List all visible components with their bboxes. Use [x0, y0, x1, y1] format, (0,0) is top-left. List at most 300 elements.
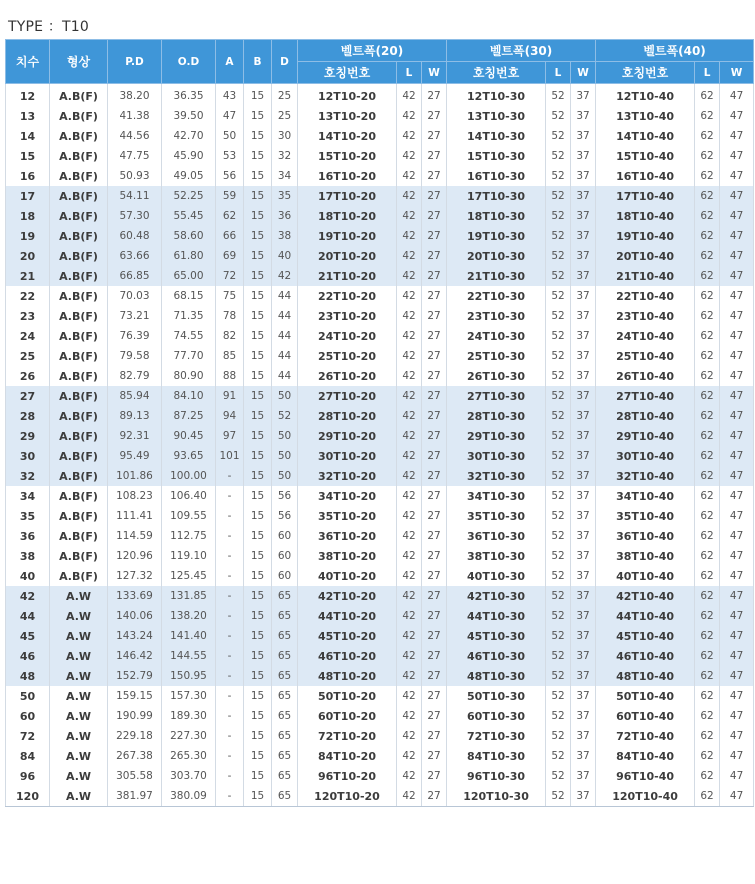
table-cell: 62 — [695, 506, 720, 526]
table-cell: 37 — [571, 566, 596, 586]
table-cell: 89.13 — [108, 406, 162, 426]
table-cell: 62 — [695, 486, 720, 506]
table-cell: 19T10-40 — [596, 226, 695, 246]
header-code-40: 호칭번호 — [596, 62, 695, 84]
table-cell: 52 — [546, 486, 571, 506]
table-cell: 26T10-30 — [447, 366, 546, 386]
table-cell: 94 — [216, 406, 244, 426]
table-cell: 47 — [720, 286, 754, 306]
table-cell: 16T10-20 — [298, 166, 397, 186]
table-cell: 60 — [272, 546, 298, 566]
table-cell: 37 — [571, 546, 596, 566]
table-cell: 42 — [397, 466, 422, 486]
table-cell: 29T10-20 — [298, 426, 397, 446]
table-cell: 190.99 — [108, 706, 162, 726]
table-cell: 50T10-20 — [298, 686, 397, 706]
table-cell: 96T10-20 — [298, 766, 397, 786]
table-cell: 42 — [6, 586, 50, 606]
table-cell: 37 — [571, 706, 596, 726]
table-cell: 52 — [546, 786, 571, 807]
table-row — [6, 466, 754, 486]
table-cell: 17T10-20 — [298, 186, 397, 206]
table-cell: 52 — [546, 84, 571, 107]
table-cell: 60 — [272, 566, 298, 586]
table-cell: 42 — [397, 746, 422, 766]
table-cell: 52 — [546, 226, 571, 246]
table-cell: 24 — [6, 326, 50, 346]
table-cell: 62 — [695, 526, 720, 546]
table-row — [6, 106, 754, 126]
table-cell: 27 — [422, 586, 447, 606]
table-row — [6, 166, 754, 186]
table-cell: 27 — [422, 466, 447, 486]
table-row — [6, 706, 754, 726]
table-cell: 47 — [720, 246, 754, 266]
table-row — [6, 126, 754, 146]
table-cell: 15 — [244, 246, 272, 266]
table-cell: 87.25 — [162, 406, 216, 426]
table-cell: 60 — [272, 526, 298, 546]
table-cell: 62 — [695, 546, 720, 566]
table-cell: 30 — [6, 446, 50, 466]
table-cell: 42 — [397, 566, 422, 586]
table-cell: 20T10-40 — [596, 246, 695, 266]
table-cell: 15 — [244, 406, 272, 426]
table-cell: 34 — [272, 166, 298, 186]
table-cell: 24T10-20 — [298, 326, 397, 346]
table-cell: 37 — [571, 146, 596, 166]
table-cell: 96T10-40 — [596, 766, 695, 786]
table-cell: 15T10-40 — [596, 146, 695, 166]
table-cell: 48T10-40 — [596, 666, 695, 686]
table-cell: A.B(F) — [50, 106, 108, 126]
table-cell: 62 — [216, 206, 244, 226]
table-cell: 73.21 — [108, 306, 162, 326]
table-cell: 119.10 — [162, 546, 216, 566]
table-cell: 305.58 — [108, 766, 162, 786]
table-cell: 120T10-40 — [596, 786, 695, 807]
table-cell: 35T10-30 — [447, 506, 546, 526]
table-cell: 47 — [720, 346, 754, 366]
table-cell: - — [216, 786, 244, 807]
table-cell: 45 — [6, 626, 50, 646]
table-cell: 52 — [546, 766, 571, 786]
table-cell: 27 — [422, 106, 447, 126]
table-cell: - — [216, 646, 244, 666]
table-cell: 57.30 — [108, 206, 162, 226]
header-l-40: L — [695, 62, 720, 84]
table-cell: 15T10-30 — [447, 146, 546, 166]
table-cell: 50 — [272, 426, 298, 446]
table-row — [6, 326, 754, 346]
table-cell: 40T10-20 — [298, 566, 397, 586]
table-cell: A.B(F) — [50, 566, 108, 586]
table-cell: 15 — [244, 786, 272, 807]
table-cell: 50 — [6, 686, 50, 706]
table-cell: 27 — [422, 126, 447, 146]
table-cell: 37 — [571, 406, 596, 426]
table-cell: 18 — [6, 206, 50, 226]
table-cell: 50 — [216, 126, 244, 146]
table-cell: 47 — [720, 686, 754, 706]
table-cell: 50T10-30 — [447, 686, 546, 706]
table-cell: 62 — [695, 746, 720, 766]
table-cell: 62 — [695, 186, 720, 206]
table-cell: 47 — [720, 306, 754, 326]
header-pd: P.D — [108, 40, 162, 84]
table-cell: 108.23 — [108, 486, 162, 506]
table-cell: 40T10-40 — [596, 566, 695, 586]
table-cell: 18T10-30 — [447, 206, 546, 226]
table-row — [6, 186, 754, 206]
table-cell: 62 — [695, 646, 720, 666]
table-cell: 72T10-40 — [596, 726, 695, 746]
table-cell: 47 — [720, 566, 754, 586]
table-cell: 15 — [244, 526, 272, 546]
table-cell: 27 — [422, 706, 447, 726]
table-cell: 15 — [244, 726, 272, 746]
table-cell: 42 — [397, 346, 422, 366]
table-cell: 42 — [397, 726, 422, 746]
table-cell: 69 — [216, 246, 244, 266]
table-cell: 34 — [6, 486, 50, 506]
table-cell: A.B(F) — [50, 226, 108, 246]
table-cell: - — [216, 586, 244, 606]
table-cell: 47 — [720, 146, 754, 166]
table-cell: 65 — [272, 586, 298, 606]
table-cell: 62 — [695, 266, 720, 286]
table-cell: A.B(F) — [50, 306, 108, 326]
table-cell: 79.58 — [108, 346, 162, 366]
table-cell: A.B(F) — [50, 466, 108, 486]
table-cell: 20T10-20 — [298, 246, 397, 266]
table-cell: 44T10-30 — [447, 606, 546, 626]
table-cell: 52 — [546, 546, 571, 566]
table-cell: 23 — [6, 306, 50, 326]
table-cell: 53 — [216, 146, 244, 166]
table-cell: 75 — [216, 286, 244, 306]
table-cell: 44 — [272, 326, 298, 346]
table-cell: 44T10-40 — [596, 606, 695, 626]
table-cell: 52 — [546, 326, 571, 346]
table-cell: 25 — [272, 84, 298, 107]
table-cell: 27 — [422, 206, 447, 226]
table-cell: 15 — [244, 226, 272, 246]
table-cell: 45T10-30 — [447, 626, 546, 646]
table-header — [6, 40, 754, 84]
table-cell: 36 — [6, 526, 50, 546]
table-row — [6, 646, 754, 666]
table-cell: 47 — [720, 84, 754, 107]
table-cell: - — [216, 686, 244, 706]
table-cell: 65 — [272, 626, 298, 646]
table-cell: 47 — [720, 126, 754, 146]
table-row — [6, 246, 754, 266]
table-cell: 20T10-30 — [447, 246, 546, 266]
table-cell: 30 — [272, 126, 298, 146]
table-cell: 15 — [244, 446, 272, 466]
table-cell: 29T10-30 — [447, 426, 546, 446]
header-shape: 형상 — [50, 40, 108, 84]
table-cell: 62 — [695, 306, 720, 326]
table-cell: 52 — [546, 426, 571, 446]
table-cell: 16T10-30 — [447, 166, 546, 186]
table-cell: 70.03 — [108, 286, 162, 306]
table-cell: 27 — [422, 226, 447, 246]
table-cell: 65 — [272, 646, 298, 666]
table-cell: 120.96 — [108, 546, 162, 566]
table-cell: A.B(F) — [50, 286, 108, 306]
table-cell: 78 — [216, 306, 244, 326]
table-cell: 93.65 — [162, 446, 216, 466]
table-cell: 15 — [244, 426, 272, 446]
table-cell: 84T10-30 — [447, 746, 546, 766]
table-cell: 189.30 — [162, 706, 216, 726]
table-cell: 60T10-40 — [596, 706, 695, 726]
table-cell: 27 — [422, 366, 447, 386]
table-cell: 47 — [720, 586, 754, 606]
table-cell: 52 — [546, 606, 571, 626]
table-cell: 40 — [6, 566, 50, 586]
table-cell: 44 — [272, 306, 298, 326]
table-cell: 35 — [272, 186, 298, 206]
table-cell: A.B(F) — [50, 146, 108, 166]
table-row — [6, 786, 754, 807]
table-cell: 32T10-40 — [596, 466, 695, 486]
table-cell: 14 — [6, 126, 50, 146]
table-cell: 26T10-20 — [298, 366, 397, 386]
table-row — [6, 206, 754, 226]
table-cell: 47 — [720, 786, 754, 807]
table-cell: 140.06 — [108, 606, 162, 626]
table-cell: 62 — [695, 566, 720, 586]
table-cell: 84.10 — [162, 386, 216, 406]
table-cell: 47 — [720, 726, 754, 746]
table-cell: 62 — [695, 406, 720, 426]
table-cell: 15 — [244, 346, 272, 366]
table-cell: 62 — [695, 84, 720, 107]
table-cell: 23T10-20 — [298, 306, 397, 326]
table-cell: 52 — [546, 126, 571, 146]
table-cell: 27 — [422, 386, 447, 406]
table-cell: 152.79 — [108, 666, 162, 686]
table-cell: 109.55 — [162, 506, 216, 526]
table-cell: 27 — [6, 386, 50, 406]
table-cell: 52 — [546, 146, 571, 166]
table-cell: 38 — [6, 546, 50, 566]
table-cell: 13T10-30 — [447, 106, 546, 126]
table-cell: 24T10-30 — [447, 326, 546, 346]
table-cell: A.W — [50, 646, 108, 666]
table-cell: 84 — [6, 746, 50, 766]
table-cell: 15 — [6, 146, 50, 166]
table-row — [6, 506, 754, 526]
table-cell: - — [216, 766, 244, 786]
table-cell: 14T10-20 — [298, 126, 397, 146]
table-cell: 28 — [6, 406, 50, 426]
table-cell: 37 — [571, 766, 596, 786]
table-cell: 97 — [216, 426, 244, 446]
table-cell: 52 — [546, 106, 571, 126]
table-cell: 37 — [571, 526, 596, 546]
table-cell: A.W — [50, 626, 108, 646]
table-cell: - — [216, 486, 244, 506]
table-cell: 72T10-20 — [298, 726, 397, 746]
table-cell: 42 — [397, 286, 422, 306]
table-cell: A.B(F) — [50, 126, 108, 146]
table-cell: 37 — [571, 646, 596, 666]
table-cell: 36T10-20 — [298, 526, 397, 546]
table-cell: 25T10-40 — [596, 346, 695, 366]
table-cell: 22T10-20 — [298, 286, 397, 306]
table-cell: 44 — [272, 346, 298, 366]
table-cell: 13 — [6, 106, 50, 126]
table-cell: 37 — [571, 326, 596, 346]
table-cell: 15 — [244, 286, 272, 306]
table-cell: 50T10-40 — [596, 686, 695, 706]
table-cell: 42T10-20 — [298, 586, 397, 606]
table-cell: 120T10-20 — [298, 786, 397, 807]
table-cell: 42 — [397, 486, 422, 506]
table-cell: A.B(F) — [50, 426, 108, 446]
table-cell: A.B(F) — [50, 366, 108, 386]
table-cell: 68.15 — [162, 286, 216, 306]
table-cell: A.B(F) — [50, 166, 108, 186]
table-cell: A.B(F) — [50, 506, 108, 526]
table-cell: 52 — [272, 406, 298, 426]
table-cell: 35 — [6, 506, 50, 526]
table-cell: 44T10-20 — [298, 606, 397, 626]
table-cell: 42 — [397, 266, 422, 286]
table-cell: 227.30 — [162, 726, 216, 746]
table-cell: 265.30 — [162, 746, 216, 766]
table-cell: 143.24 — [108, 626, 162, 646]
table-cell: 85.94 — [108, 386, 162, 406]
table-cell: 37 — [571, 186, 596, 206]
table-cell: 42 — [397, 786, 422, 807]
table-cell: 42T10-40 — [596, 586, 695, 606]
table-cell: 15 — [244, 326, 272, 346]
table-cell: 15 — [244, 626, 272, 646]
table-cell: 52 — [546, 366, 571, 386]
table-cell: 29T10-40 — [596, 426, 695, 446]
table-cell: 52 — [546, 746, 571, 766]
table-cell: 37 — [571, 126, 596, 146]
table-cell: 45T10-20 — [298, 626, 397, 646]
table-row — [6, 546, 754, 566]
table-cell: 141.40 — [162, 626, 216, 646]
table-cell: 56 — [272, 506, 298, 526]
table-cell: 30T10-20 — [298, 446, 397, 466]
table-cell: 52 — [546, 686, 571, 706]
table-row — [6, 426, 754, 446]
table-cell: 15 — [244, 666, 272, 686]
table-cell: 47 — [720, 746, 754, 766]
table-cell: 120T10-30 — [447, 786, 546, 807]
table-cell: 22 — [6, 286, 50, 306]
table-cell: 381.97 — [108, 786, 162, 807]
table-cell: - — [216, 526, 244, 546]
table-cell: 37 — [571, 306, 596, 326]
table-cell: 44 — [272, 366, 298, 386]
table-cell: 27 — [422, 686, 447, 706]
table-cell: 47 — [720, 626, 754, 646]
table-cell: 62 — [695, 726, 720, 746]
table-cell: 34T10-40 — [596, 486, 695, 506]
table-cell: 37 — [571, 226, 596, 246]
table-cell: 18T10-40 — [596, 206, 695, 226]
table-cell: 47 — [720, 226, 754, 246]
header-a: A — [216, 40, 244, 84]
table-cell: 32T10-30 — [447, 466, 546, 486]
table-cell: 25T10-30 — [447, 346, 546, 366]
header-w-30: W — [571, 62, 596, 84]
table-cell: 36T10-30 — [447, 526, 546, 546]
table-row — [6, 84, 754, 107]
header-group-30: 벨트폭(30) — [447, 40, 596, 62]
table-cell: 42 — [397, 526, 422, 546]
table-cell: 15T10-20 — [298, 146, 397, 166]
table-cell: 65 — [272, 706, 298, 726]
table-cell: 17 — [6, 186, 50, 206]
table-cell: - — [216, 606, 244, 626]
table-cell: 56 — [272, 486, 298, 506]
table-row — [6, 286, 754, 306]
table-cell: 37 — [571, 786, 596, 807]
table-cell: 27T10-30 — [447, 386, 546, 406]
table-cell: 42 — [397, 206, 422, 226]
table-cell: 62 — [695, 386, 720, 406]
table-cell: 47 — [720, 526, 754, 546]
table-row — [6, 666, 754, 686]
table-cell: 52 — [546, 506, 571, 526]
table-cell: A.B(F) — [50, 186, 108, 206]
table-cell: 42 — [397, 146, 422, 166]
table-cell: 27T10-40 — [596, 386, 695, 406]
table-cell: 27 — [422, 426, 447, 446]
table-row — [6, 406, 754, 426]
table-cell: 90.45 — [162, 426, 216, 446]
table-cell: 15 — [244, 466, 272, 486]
table-cell: 42 — [397, 366, 422, 386]
table-cell: 16 — [6, 166, 50, 186]
table-cell: A.B(F) — [50, 266, 108, 286]
table-cell: 62 — [695, 466, 720, 486]
table-cell: 82 — [216, 326, 244, 346]
table-cell: 16T10-40 — [596, 166, 695, 186]
table-cell: 37 — [571, 346, 596, 366]
table-cell: 27 — [422, 546, 447, 566]
header-group-40: 벨트폭(40) — [596, 40, 754, 62]
table-cell: 52 — [546, 566, 571, 586]
table-cell: 22T10-30 — [447, 286, 546, 306]
table-cell: 27 — [422, 306, 447, 326]
table-cell: 42 — [397, 386, 422, 406]
table-cell: 15 — [244, 706, 272, 726]
table-cell: 46T10-40 — [596, 646, 695, 666]
table-cell: 17T10-30 — [447, 186, 546, 206]
table-cell: 62 — [695, 146, 720, 166]
table-cell: 27 — [422, 406, 447, 426]
table-cell: 100.00 — [162, 466, 216, 486]
table-cell: 138.20 — [162, 606, 216, 626]
table-cell: A.B(F) — [50, 526, 108, 546]
table-cell: A.B(F) — [50, 486, 108, 506]
table-cell: 21 — [6, 266, 50, 286]
table-cell: 27 — [422, 186, 447, 206]
table-cell: 267.38 — [108, 746, 162, 766]
table-cell: 159.15 — [108, 686, 162, 706]
